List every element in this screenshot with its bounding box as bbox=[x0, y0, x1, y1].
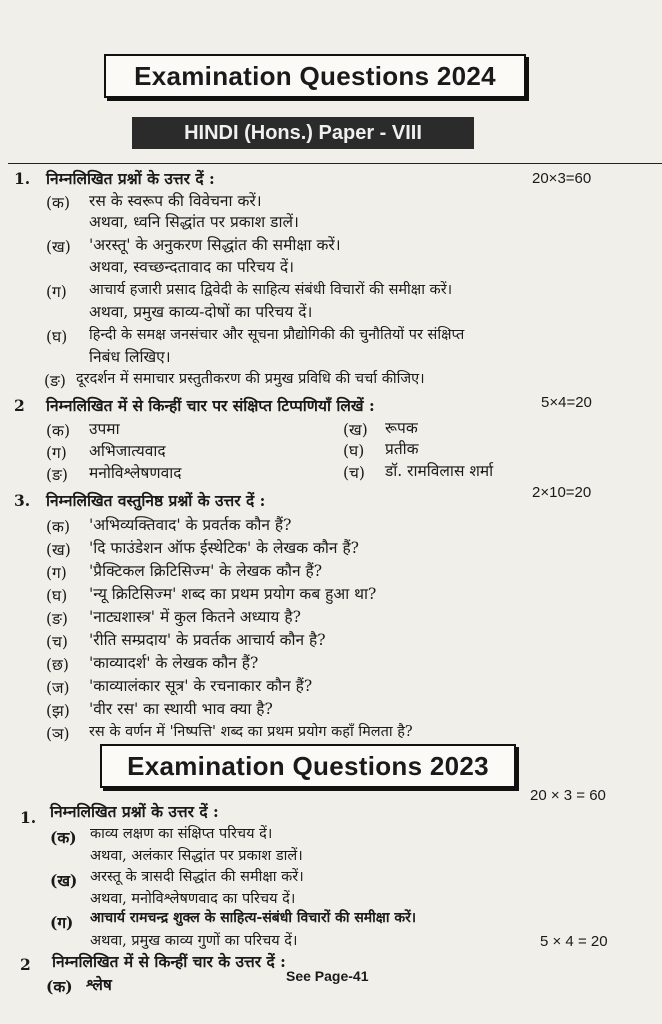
item-text: 'न्यू क्रिटिसिज्म' शब्द का प्रथम प्रयोग कब हुआ था? bbox=[89, 585, 377, 603]
item-mark: (ख) bbox=[343, 421, 368, 439]
item-mark: (ख) bbox=[46, 541, 71, 559]
item-text: डॉ. रामविलास शर्मा bbox=[385, 462, 494, 480]
item-mark: (ग) bbox=[46, 444, 67, 462]
question-heading: निम्नलिखित वस्तुनिष्ठ प्रश्नों के उत्तर दें : bbox=[46, 491, 266, 510]
item-mark: (च) bbox=[46, 633, 68, 651]
divider bbox=[8, 163, 662, 164]
item-text: आचार्य रामचन्द्र शुक्ल के साहित्य-संबंधी विचारों की समीक्षा करें। bbox=[90, 910, 417, 926]
question-marks: 5 × 4 = 20 bbox=[540, 933, 608, 950]
item-text: श्लेष bbox=[86, 975, 112, 994]
item-alt-text: अथवा, अलंकार सिद्धांत पर प्रकाश डालें। bbox=[90, 848, 303, 864]
question-marks: 2×10=20 bbox=[532, 484, 592, 501]
item-mark: (ज) bbox=[46, 679, 70, 697]
item-mark: (क) bbox=[46, 977, 73, 996]
item-text: रस के वर्णन में 'निष्पत्ति' शब्द का प्रथम प्रयोग कहाँ मिलता है? bbox=[89, 724, 413, 740]
item-text: 'काव्यालंकार सूत्र' के रचनाकार कौन हैं? bbox=[89, 677, 313, 695]
question-marks: 20 × 3 = 60 bbox=[530, 787, 606, 804]
item-text: 'दि फाउंडेशन ऑफ ईस्थेटिक' के लेखक कौन हैं? bbox=[89, 539, 359, 557]
item-text: 'नाट्यशास्त्र' में कुल कितने अध्याय है? bbox=[89, 608, 301, 626]
item-text: अभिजात्यवाद bbox=[89, 442, 166, 460]
item-text: 'काव्यादर्श' के लेखक कौन हैं? bbox=[89, 654, 259, 672]
item-text: 'अरस्तू' के अनुकरण सिद्धांत की समीक्षा करें। bbox=[89, 236, 341, 254]
item-mark: (क) bbox=[46, 518, 70, 536]
question-heading: निम्नलिखित प्रश्नों के उत्तर दें : bbox=[46, 169, 215, 188]
item-alt-text: अथवा, ध्वनि सिद्धांत पर प्रकाश डालें। bbox=[89, 213, 299, 231]
item-text: काव्य लक्षण का संक्षिप्त परिचय दें। bbox=[90, 826, 273, 842]
item-alt-text: अथवा, स्वच्छन्दतावाद का परिचय दें। bbox=[89, 258, 294, 276]
paper-subtitle-banner: HINDI (Hons.) Paper - VIII bbox=[132, 117, 474, 149]
question-marks: 5×4=20 bbox=[541, 394, 592, 411]
question-heading: निम्नलिखित में से किन्हीं चार के उत्तर दें : bbox=[52, 952, 286, 971]
item-mark: (क) bbox=[46, 194, 70, 212]
item-mark: (ग) bbox=[46, 283, 67, 301]
item-text: उपमा bbox=[89, 420, 120, 438]
item-mark: (ग) bbox=[46, 564, 67, 582]
item-mark: (च) bbox=[343, 464, 365, 482]
see-page-note: See Page-41 bbox=[286, 968, 369, 984]
item-text: मनोविश्लेषणवाद bbox=[89, 464, 182, 482]
item-mark: (ङ) bbox=[46, 610, 68, 628]
item-alt-text: अथवा, मनोविश्लेषणवाद का परिचय दें। bbox=[90, 891, 296, 907]
item-text: 'रीति सम्प्रदाय' के प्रवर्तक आचार्य कौन है? bbox=[89, 631, 326, 649]
item-text: दूरदर्शन में समाचार प्रस्तुतीकरण की प्रमुख प्रविधि की चर्चा कीजिए। bbox=[76, 371, 425, 387]
question-marks: 20×3=60 bbox=[532, 170, 592, 187]
question-number: 2 bbox=[14, 396, 25, 415]
exam-title-2023: Examination Questions 2023 bbox=[100, 744, 516, 788]
item-text-continued: निबंध लिखिए। bbox=[89, 348, 171, 366]
item-text: प्रतीक bbox=[385, 440, 419, 458]
item-text: आचार्य हजारी प्रसाद द्विवेदी के साहित्य संबंधी विचारों की समीक्षा करें। bbox=[89, 282, 453, 298]
item-mark: (ख) bbox=[46, 238, 71, 256]
question-heading: निम्नलिखित में से किन्हीं चार पर संक्षिप्त टिप्पणियाँ लिखें : bbox=[46, 396, 375, 415]
item-alt-text: अथवा, प्रमुख काव्य-दोषों का परिचय दें। bbox=[89, 303, 313, 321]
item-mark: (घ) bbox=[46, 328, 68, 346]
item-mark: (ग) bbox=[50, 913, 74, 932]
question-heading: निम्नलिखित प्रश्नों के उत्तर दें : bbox=[50, 802, 219, 821]
item-text: 'प्रैक्टिकल क्रिटिसिज्म' के लेखक कौन हैं? bbox=[89, 562, 323, 580]
item-mark: (ञ) bbox=[46, 725, 70, 743]
exam-title-2024: Examination Questions 2024 bbox=[104, 54, 526, 98]
question-number: 3. bbox=[14, 491, 31, 510]
question-number: 2 bbox=[20, 955, 31, 974]
item-text: अरस्तू के त्रासदी सिद्धांत की समीक्षा करें। bbox=[90, 869, 304, 885]
item-mark: (क) bbox=[50, 828, 77, 847]
item-text: रूपक bbox=[385, 419, 418, 437]
item-mark: (ङ) bbox=[46, 466, 68, 484]
question-number: 1. bbox=[14, 169, 31, 188]
item-mark: (घ) bbox=[46, 587, 68, 605]
item-text: हिन्दी के समक्ष जनसंचार और सूचना प्रौद्योगिकी की चुनौतियों पर संक्षिप्त bbox=[89, 327, 465, 343]
item-mark: (ङ) bbox=[44, 372, 66, 390]
item-mark: (छ) bbox=[46, 656, 69, 674]
item-mark: (ख) bbox=[50, 871, 78, 890]
item-mark: (क) bbox=[46, 422, 70, 440]
item-text: 'वीर रस' का स्थायी भाव क्या है? bbox=[89, 700, 273, 718]
item-mark: (झ) bbox=[46, 702, 70, 720]
item-alt-text: अथवा, प्रमुख काव्य गुणों का परिचय दें। bbox=[90, 933, 298, 949]
question-number: 1. bbox=[20, 808, 37, 827]
item-text: रस के स्वरूप की विवेचना करें। bbox=[89, 192, 262, 210]
item-text: 'अभिव्यक्तिवाद' के प्रवर्तक कौन हैं? bbox=[89, 516, 292, 534]
item-mark: (घ) bbox=[343, 442, 365, 460]
